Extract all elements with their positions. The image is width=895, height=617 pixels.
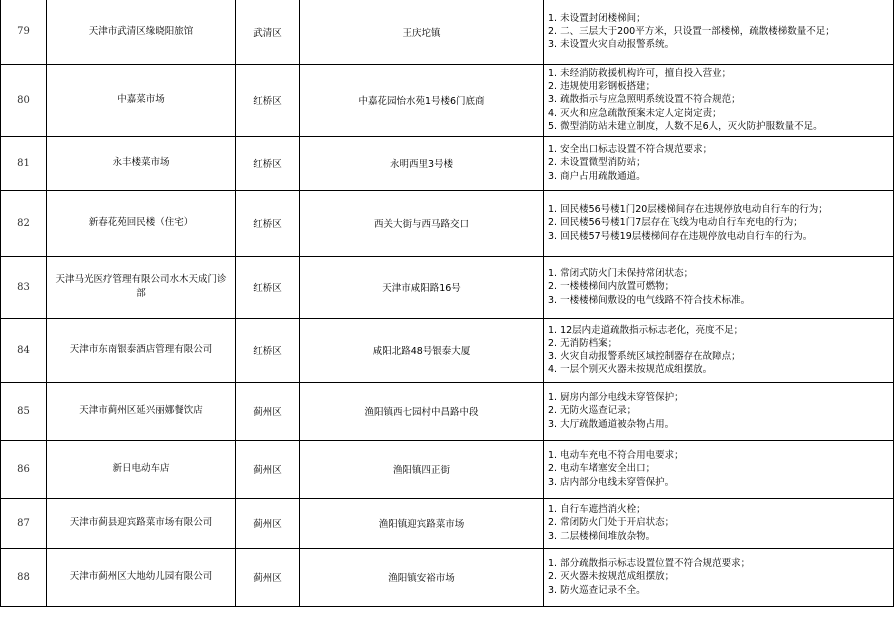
issue-item: 1. 常闭式防火门未保持常闭状态； — [548, 268, 694, 280]
address: 咸阳北路48号银泰大厦 — [300, 318, 544, 382]
issue-item: 2. 无消防档案； — [548, 337, 618, 349]
issue-item: 2. 无防火巡查记录； — [548, 405, 637, 417]
table-row — [1, 498, 894, 548]
issue-item: 2. 电动车堵塞安全出口； — [548, 463, 656, 475]
issue-item: 1. 安全出口标志设置不符合规范要求； — [548, 144, 713, 156]
row-number: 88 — [1, 548, 47, 606]
address: 渔阳镇西七园村中昌路中段 — [300, 382, 544, 440]
unit-name: 天津市武清区缘晓阳旅馆 — [47, 0, 236, 64]
issue-item: 3. 回民楼57号楼19层楼梯间存在违规停放电动自行车的行为。 — [548, 230, 813, 242]
unit-name: 天津市蓟县迎宾路菜市场有限公司 — [47, 498, 236, 548]
row-number: 86 — [1, 440, 47, 498]
table-row — [1, 256, 894, 318]
issue-item: 2. 常闭防火门处于开启状态； — [548, 517, 675, 529]
issue-item: 3. 商户占用疏散通道。 — [548, 170, 646, 182]
issue-item: 5. 微型消防站未建立制度，人数不足6人，灭火防护服数量不足。 — [548, 120, 823, 132]
issue-item: 3. 防火巡查记录不全。 — [548, 584, 646, 596]
issue-item: 1. 未设置封闭楼梯间； — [548, 12, 646, 24]
address: 渔阳镇迎宾路菜市场 — [300, 498, 544, 548]
issue-item: 3. 一楼楼梯间敷设的电气线路不符合技术标准。 — [548, 294, 751, 306]
unit-name: 永丰楼菜市场 — [47, 136, 236, 190]
row-number: 84 — [1, 318, 47, 382]
row-number: 85 — [1, 382, 47, 440]
issues-cell — [544, 0, 894, 64]
issues-cell — [544, 190, 894, 256]
district: 蓟州区 — [236, 498, 300, 548]
table-row — [1, 318, 894, 382]
table-row — [1, 440, 894, 498]
issue-item: 1. 自行车遮挡消火栓； — [548, 504, 646, 516]
issue-item: 3. 二层楼梯间堆放杂物。 — [548, 530, 656, 542]
district: 武清区 — [236, 0, 300, 64]
district: 蓟州区 — [236, 382, 300, 440]
row-number: 79 — [1, 0, 47, 64]
address: 渔阳镇四正街 — [300, 440, 544, 498]
row-number: 83 — [1, 256, 47, 318]
table-body — [1, 0, 894, 606]
issues-cell — [544, 64, 894, 136]
issues-cell — [544, 318, 894, 382]
unit-name: 天津市东南银泰酒店管理有限公司 — [47, 318, 236, 382]
issue-item: 1. 电动车充电不符合用电要求； — [548, 450, 684, 462]
issue-item: 4. 灭火和应急疏散预案未定人定岗定责； — [548, 107, 722, 119]
table-row — [1, 136, 894, 190]
address: 西关大街与西马路交口 — [300, 190, 544, 256]
district: 红桥区 — [236, 64, 300, 136]
issues-cell — [544, 440, 894, 498]
table-row — [1, 548, 894, 606]
issue-item: 2. 一楼楼梯间内放置可燃物； — [548, 281, 675, 293]
row-number: 81 — [1, 136, 47, 190]
issue-item: 1. 部分疏散指示标志设置位置不符合规范要求； — [548, 558, 751, 570]
issue-item: 2. 未设置微型消防站； — [548, 157, 646, 169]
issues-cell — [544, 382, 894, 440]
unit-name: 新日电动车店 — [47, 440, 236, 498]
address: 永明西里3号楼 — [300, 136, 544, 190]
issue-item: 2. 二、三层大于200平方米，只设置一部楼梯，疏散楼梯数量不足； — [548, 26, 835, 38]
row-number: 82 — [1, 190, 47, 256]
issues-cell — [544, 548, 894, 606]
issues-cell — [544, 136, 894, 190]
address: 天津市咸阳路16号 — [300, 256, 544, 318]
issue-item: 2. 回民楼56号楼1门7层存在飞线为电动自行车充电的行为； — [548, 217, 803, 229]
issue-item: 3. 店内部分电线未穿管保护。 — [548, 476, 675, 488]
issue-item: 4. 一层个别灭火器未按规范成组摆放。 — [548, 364, 713, 376]
table-row — [1, 382, 894, 440]
district: 红桥区 — [236, 190, 300, 256]
unit-name: 中嘉菜市场 — [47, 64, 236, 136]
unit-name: 天津市蓟州区延兴丽娜餐饮店 — [47, 382, 236, 440]
issue-item: 1. 12层内走道疏散指示标志老化，亮度不足； — [548, 324, 744, 336]
issue-item: 3. 火灾自动报警系统区域控制器存在故障点； — [548, 351, 741, 362]
district: 蓟州区 — [236, 548, 300, 606]
unit-name: 天津市蓟州区大地幼儿园有限公司 — [47, 548, 236, 606]
issue-item: 1. 回民楼56号楼1门20层楼梯间存在违规停放电动自行车的行为； — [548, 204, 828, 216]
table-row — [1, 0, 894, 64]
unit-name: 天津马光医疗管理有限公司水木天成门诊部 — [47, 256, 236, 318]
row-number: 80 — [1, 64, 47, 136]
issue-item: 1. 厨房内部分电线未穿管保护； — [548, 392, 684, 404]
unit-name: 新春花苑回民楼（住宅） — [47, 190, 236, 256]
issues-cell — [544, 498, 894, 548]
issue-item: 3. 大厅疏散通道被杂物占用。 — [548, 418, 675, 430]
issue-item: 2. 灭火器未按规范成组摆放； — [548, 571, 675, 583]
issues-cell — [544, 256, 894, 318]
table-row — [1, 190, 894, 256]
address: 渔阳镇安裕市场 — [300, 548, 544, 606]
address: 中嘉花园怡水苑1号楼6门底商 — [300, 64, 544, 136]
issue-item: 1. 未经消防救援机构许可，擅自投入营业； — [548, 67, 732, 79]
district: 红桥区 — [236, 256, 300, 318]
district: 红桥区 — [236, 136, 300, 190]
district: 红桥区 — [236, 318, 300, 382]
issue-item: 3. 未设置火灾自动报警系统。 — [548, 39, 675, 51]
issue-item: 3. 疏散指示与应急照明系统设置不符合规范； — [548, 94, 741, 106]
address: 王庆坨镇 — [300, 0, 544, 64]
issue-item: 2. 违规使用彩钢板搭建； — [548, 81, 656, 93]
row-number: 87 — [1, 498, 47, 548]
table-row — [1, 64, 894, 136]
district: 蓟州区 — [236, 440, 300, 498]
